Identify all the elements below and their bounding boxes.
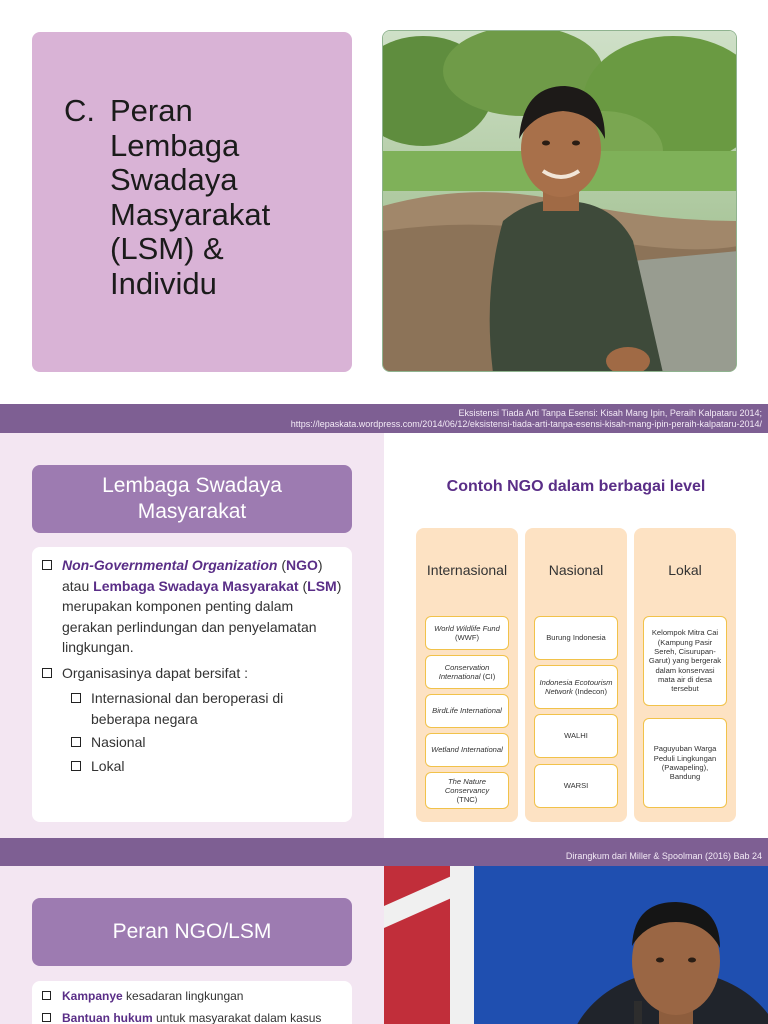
bullet-bantuan-hukum: [42, 1010, 342, 1024]
column-lokal: [634, 528, 736, 822]
ngo-name: Paguyuban Warga Peduli Lingkungan (Pawapeling), Bandung: [653, 744, 717, 782]
column-heading: Internasional: [426, 562, 508, 578]
checkbox-bullet-icon: [71, 737, 81, 747]
sub-bullet-text: Internasional dan beroperasi di beberapa negara: [91, 690, 284, 727]
checkbox-bullet-icon: [42, 1013, 51, 1022]
checkbox-bullet-icon: [71, 693, 81, 703]
term-lsm-full: Lembaga Swadaya Masyarakat: [93, 577, 299, 594]
column-heading: Nasional: [548, 562, 604, 578]
speaker-photo: [384, 866, 768, 1024]
ngo-birdlife: [425, 694, 509, 728]
ngo-name: BirdLife International: [432, 706, 502, 716]
ngo-kelompok-mitra-cai: [643, 616, 727, 706]
bullet-ngo-definition: [42, 555, 342, 658]
checkbox-bullet-icon: [42, 560, 52, 570]
sub-bullet-lokal: [71, 756, 342, 777]
slide-title: [64, 94, 344, 301]
title-line: Peran: [110, 93, 193, 128]
peran-description-card: [32, 981, 352, 1024]
title-line: Individu: [110, 265, 217, 301]
ngo-abbr: (TNC): [456, 795, 478, 805]
ngo-walhi: [534, 714, 618, 758]
bullet-text: kesadaran lingkungan: [122, 989, 244, 1003]
title-letter: C.: [64, 93, 95, 128]
speaker-illustration: [384, 866, 768, 1024]
bullet-term: Bantuan hukum: [62, 1011, 153, 1024]
ngo-pawapeling: [643, 718, 727, 808]
ngo-indecon: [534, 665, 618, 709]
ngo-burung-indonesia: [534, 616, 618, 660]
lsm-description-card: [32, 547, 352, 822]
ngo-name: Indonesia Ecotourism Network: [539, 677, 613, 696]
ngo-name: Wetland International: [431, 745, 503, 755]
title-line: (LSM) &: [110, 231, 224, 266]
ngo-wwf: [425, 616, 509, 650]
title-line: Swadaya: [110, 162, 238, 197]
term-ngo: NGO: [286, 557, 318, 573]
portrait-photo: [382, 30, 737, 372]
title-body: [110, 94, 344, 301]
ngo-name: WALHI: [564, 731, 588, 741]
ngo-warsi: [534, 764, 618, 808]
text-fragment: (: [298, 577, 308, 594]
ngo-name: WARSI: [563, 781, 589, 791]
sub-bullet-nasional: [71, 732, 342, 753]
column-nasional: [525, 528, 627, 822]
ngo-name: Burung Indonesia: [546, 633, 606, 643]
column-heading: Lokal: [668, 562, 702, 578]
bullet-text: Organisasinya dapat bersifat :: [62, 664, 248, 681]
sub-bullet-text: Lokal: [91, 757, 125, 774]
photo-caption-band: [0, 404, 768, 433]
ngo-ci: [425, 655, 509, 689]
portrait-illustration: [383, 31, 737, 372]
column-internasional: [416, 528, 518, 822]
title-line: Masyarakat: [110, 196, 271, 232]
text-fragment: ) atau: [62, 557, 323, 594]
bullet-kampanye: [42, 988, 342, 1004]
bullet-text: untuk masyarakat dalam kasus: [152, 1011, 322, 1024]
text-fragment: (: [277, 557, 287, 573]
ngo-name: World Wildlife Fund: [434, 623, 500, 633]
bullet-term: Kampanye: [62, 989, 123, 1003]
lsm-header-line: Masyarakat: [137, 500, 247, 523]
text-fragment: ) merupakan komponen penting dalam gerakan perlindungan dan penyelamatan lingkungan.: [62, 577, 342, 655]
bullet-organization-types: [42, 663, 342, 684]
source-text: Dirangkum dari Miller & Spoolman (2016) Bab 24: [565, 851, 762, 861]
term-lsm: LSM: [307, 577, 337, 594]
sub-bullet-internasional: [71, 688, 342, 729]
checkbox-bullet-icon: [42, 668, 52, 678]
ngo-diagram-title: Contoh NGO dalam berbagai level: [446, 478, 706, 495]
ngo-tnc: [425, 772, 509, 809]
lsm-section-header: [32, 465, 352, 533]
source-band: [0, 838, 768, 866]
ngo-name: Kelompok Mitra Cai (Kampung Pasir Sereh, Cisurupan-Garut) yang bergerak dalam konservasi mata air di desa tersebut: [648, 628, 722, 694]
lsm-header-line: Lembaga Swadaya: [102, 474, 282, 497]
slide-1: [0, 0, 768, 404]
ngo-abbr: (Indecon): [572, 687, 608, 696]
checkbox-bullet-icon: [71, 761, 81, 771]
peran-section-header: Peran NGO/LSM: [32, 898, 352, 966]
title-line: Lembaga: [110, 127, 240, 163]
photo-caption-link[interactable]: https://lepaskata.wordpress.com/2014/06/12/eksistensi-tiada-arti-tanpa-esensi-kisah-mang-ipin-peraih-kalpataru-2014/: [290, 418, 762, 429]
ngo-name: Conservation International: [438, 662, 490, 681]
ngo-wetland: [425, 733, 509, 767]
sub-bullet-text: Nasional: [91, 734, 146, 750]
ngo-abbr: (WWF): [454, 633, 480, 642]
checkbox-bullet-icon: [42, 991, 51, 1000]
ngo-name: The Nature Conservancy: [444, 776, 490, 795]
term-ngo-full: Non-Governmental Organization: [62, 557, 278, 573]
ngo-abbr: (CI): [480, 672, 496, 681]
photo-caption-line: Eksistensi Tiada Arti Tanpa Esensi: Kisah Mang Ipin, Peraih Kalpataru 2014;: [458, 408, 762, 418]
